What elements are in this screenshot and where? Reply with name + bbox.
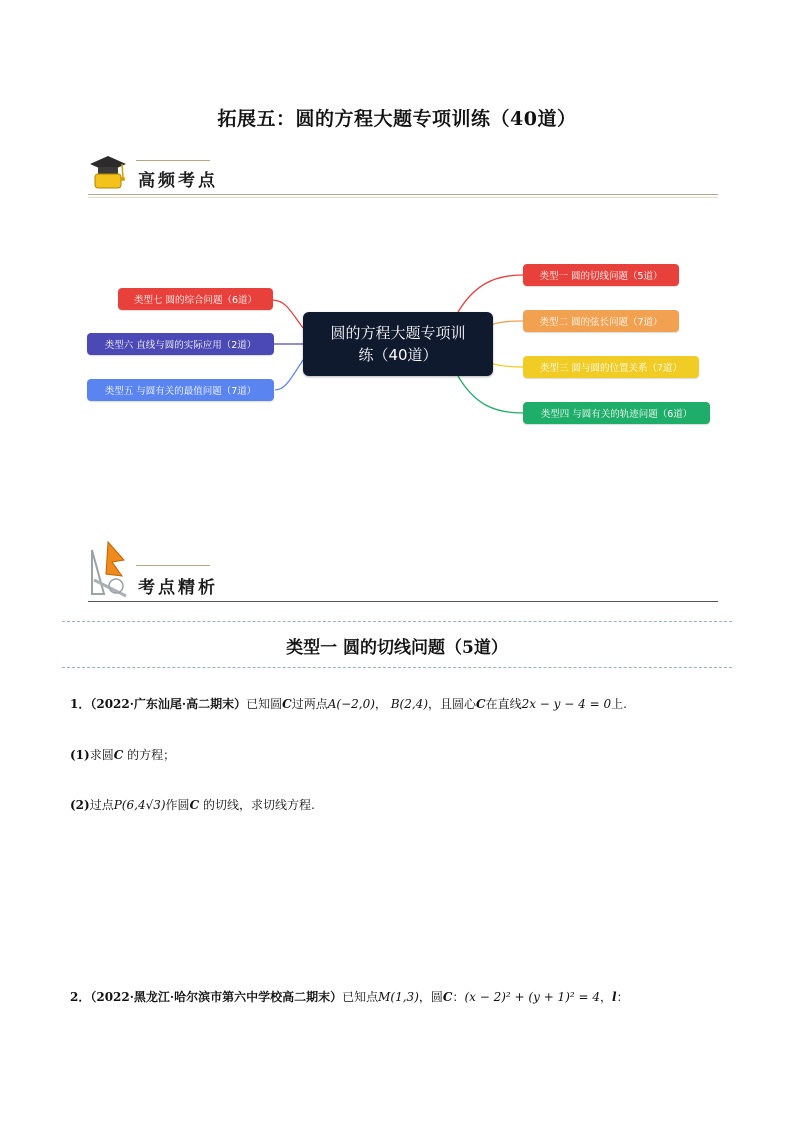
q1-var-c: C <box>476 697 486 711</box>
question-1 <box>70 694 627 714</box>
part-prefix: (1) <box>70 748 90 762</box>
q1-text: 在直线 <box>485 697 522 711</box>
question-1-part-1 <box>70 745 175 765</box>
q1-text: 过两点 <box>291 697 328 711</box>
part-var-c: C <box>113 748 124 762</box>
mind-node-type6: 类型六 直线与圆的实际应用（2道） <box>87 333 274 355</box>
divider-bottom <box>62 667 732 668</box>
q2-text: ： <box>452 990 465 1004</box>
center-line-1: 圆的方程大题专项训 <box>330 324 466 342</box>
q1-number: 1． <box>70 697 91 711</box>
type1-heading: 类型一 圆的切线问题（5道） <box>286 638 508 658</box>
part-var-c: C <box>189 798 200 812</box>
mind-node-type2: 类型二 圆的弦长问题（7道） <box>523 310 679 332</box>
section-label: 考点精析 <box>138 578 218 598</box>
q1-point-b: B(2,4) <box>390 697 428 711</box>
q1-var-c: C <box>282 697 292 711</box>
document-title: 拓展五：圆的方程大题专项训练（40道） <box>217 108 577 130</box>
q2-circle-eq: (x − 2)² + (y + 1)² = 4 <box>464 990 601 1004</box>
section-label: 高频考点 <box>138 171 218 191</box>
question-2 <box>70 987 629 1007</box>
part-text: 过点 <box>89 798 114 812</box>
section-header-high-frequency <box>86 152 718 208</box>
q2-text: ： <box>616 990 629 1004</box>
part-point-p: P(6,4√3) <box>113 798 166 812</box>
part-text: 作圆 <box>165 798 190 812</box>
q2-number: 2． <box>70 990 91 1004</box>
mind-map <box>0 250 794 440</box>
divider-top <box>62 621 732 622</box>
mind-node-type1: 类型一 圆的切线问题（5道） <box>523 264 679 286</box>
center-line-2: 练（40道） <box>358 346 438 364</box>
q1-point-a: A(−2,0) <box>327 697 375 711</box>
q2-text: 已知点 <box>342 990 379 1004</box>
mind-node-type4: 类型四 与圆有关的轨迹问题（6道） <box>523 402 710 424</box>
question-1-part-2 <box>70 795 315 815</box>
part-text: 的切线，求切线方程. <box>202 798 315 812</box>
mind-node-type5: 类型五 与圆有关的最值问题（7道） <box>87 379 274 401</box>
q2-var-l: l <box>612 990 617 1004</box>
q1-text: ，且圆心 <box>428 697 477 711</box>
q2-var-c: C <box>442 990 453 1004</box>
part-text: 求圆 <box>89 748 114 762</box>
q1-text: 已知圆 <box>246 697 283 711</box>
q1-source: （2022·广东汕尾·高二期末） <box>90 697 247 711</box>
q1-line-eq: 2x − y − 4 = 0 <box>521 697 612 711</box>
mind-node-type3: 类型三 圆与圆的位置关系（7道） <box>523 356 699 378</box>
q1-text: ， <box>374 697 387 711</box>
q1-text: 上. <box>611 697 627 711</box>
part-prefix: (2) <box>70 798 90 812</box>
q2-source: （2022·黑龙江·哈尔滨市第六中学校高二期末） <box>90 990 343 1004</box>
q2-text: ， <box>600 990 613 1004</box>
graduation-cap-icon <box>86 152 130 194</box>
section-header-analysis <box>86 540 718 596</box>
mind-node-type7: 类型七 圆的综合问题（6道） <box>118 288 273 310</box>
geometry-tools-icon <box>86 540 134 600</box>
q2-text: ，圆 <box>418 990 443 1004</box>
part-text: 的方程； <box>127 748 176 762</box>
q2-point-m: M(1,3) <box>378 990 419 1004</box>
mind-map-center <box>303 312 493 376</box>
